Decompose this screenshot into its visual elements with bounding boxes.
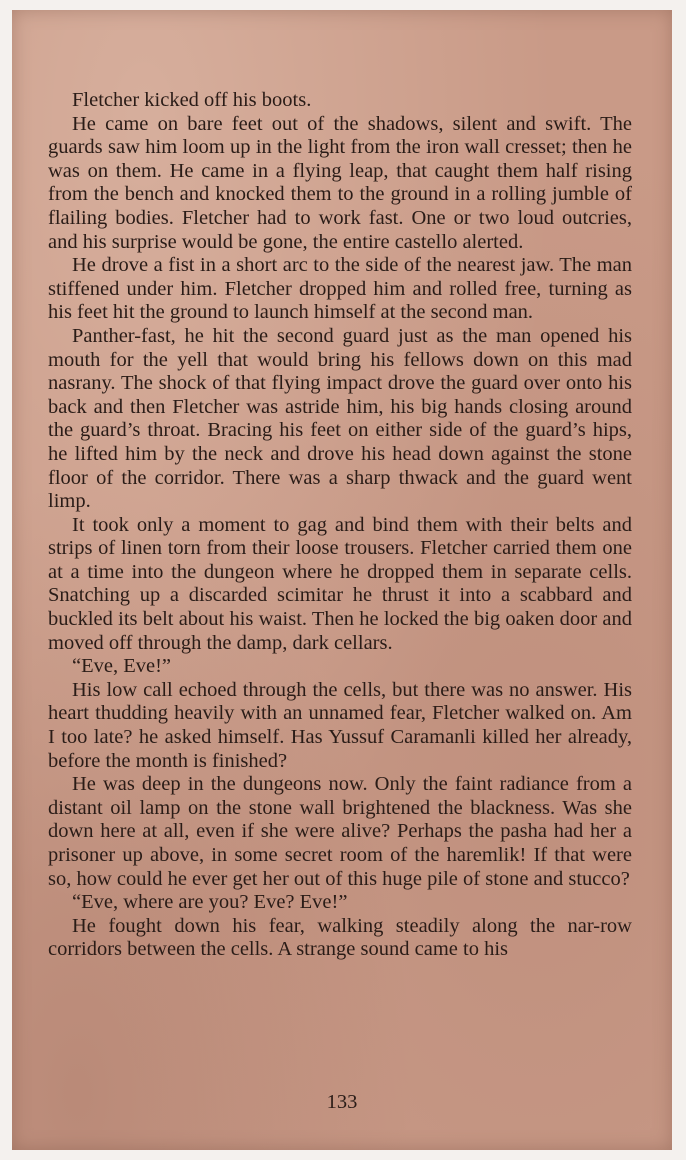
paragraph-3: He drove a fist in a short arc to the side of the nearest jaw. The man stiffened under him. Fletcher dropped him and rolled free, turning as his feet hit the ground to launch himself at the second man. [48,254,632,324]
paragraph-2: He came on bare feet out of the shadows, silent and swift. The guards saw him loom up in the light from the iron wall cresset; then he was on them. He came in a flying leap, that caught them half rising from the bench and knocked them to the ground in a rolling jumble of flailing bodies. Fletcher had to work fast. One or two loud outcries, and his surprise would be gone, the entire castello alerted. [48,112,632,253]
book-page [12,10,672,1150]
body-text [48,89,632,962]
paragraph-7: His low call echoed through the cells, but there was no answer. His heart thudding heavily with an unnamed fear, Fletcher walked on. Am I too late? he asked himself. Has Yussuf Caramanli killed her already, before the month is finished? [48,678,632,772]
paragraph-8: He was deep in the dungeons now. Only the faint radiance from a distant oil lamp on the stone wall brightened the blackness. Was she down here at all, even if she were alive? Perhaps the pasha had her a prisoner up above, in some secret room of the haremlik! If that were so, how could he ever get her out of this huge pile of stone and stucco? [48,773,632,890]
paragraph-9: “Eve, where are you? Eve? Eve!” [72,891,348,914]
paragraph-4: Panther-fast, he hit the second guard just as the man opened his mouth for the yell that would bring his fellows down on this mad nasrany. The shock of that flying impact drove the guard over onto his back and then Fletcher was astride him, his big hands closing around the guard’s throat. Bracing his feet on either side of the guard’s hips, he lifted him by the neck and drove his head down against the stone floor of the corridor. There was a sharp thwack and the guard went limp. [48,324,632,513]
paragraph-1: Fletcher kicked off his boots. [72,89,312,111]
paragraph-6: “Eve, Eve!” [72,655,172,678]
paragraph-10: He fought down his fear, walking steadily along the nar-row corridors between the cells. A strange sound came to his [48,914,632,961]
page-number: 133 [326,1091,358,1113]
paragraph-5: It took only a moment to gag and bind them with their belts and strips of linen torn from their loose trousers. Fletcher carried them one at a time into the dungeon where he dropped them in separate cells. Snatching up a discarded scimitar he thrust it into a scabbard and buckled its belt about his waist. Then he locked the big oaken door and moved off through the damp, dark cellars. [48,513,632,654]
